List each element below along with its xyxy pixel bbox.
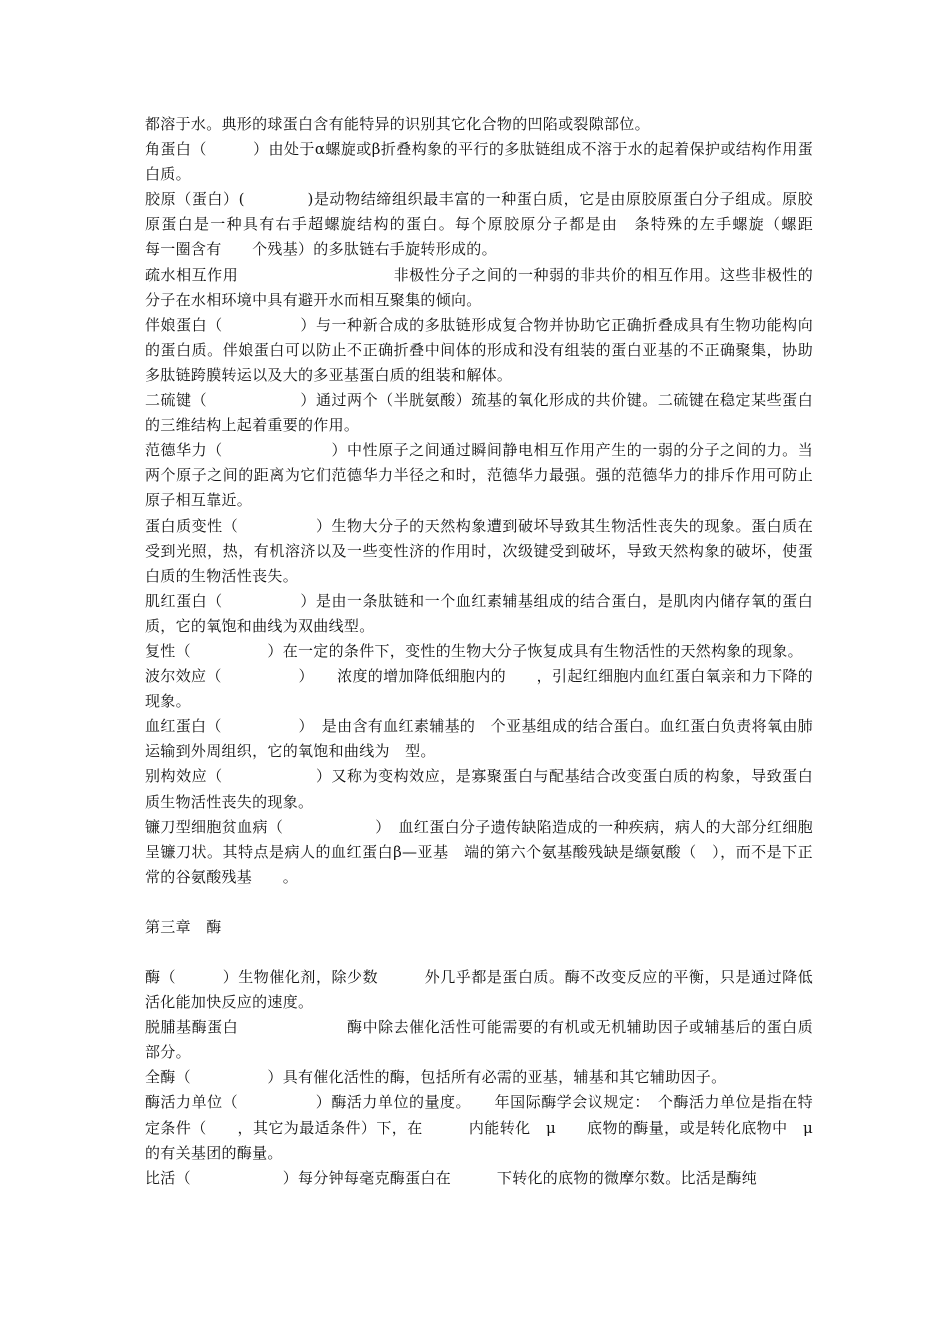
paragraph-hemoglobin: 血红蛋白（ ） 是由含有血红素辅基的 个亚基组成的结合蛋白。血红蛋白负责将氧由肺运输到外周组织，它的氧饱和曲线为 型。 [145, 717, 813, 761]
paragraph-allosteric-effect: 别构效应（ ）又称为变构效应，是寡聚蛋白与配基结合改变蛋白质的构象，导致蛋白质生物活性丧失的现象。 [145, 767, 813, 811]
paragraph-hydrophobic-interaction: 疏水相互作用 非极性分子之间的一种弱的非共价的相互作用。这些非极性的分子在水相环境中具有避开水而相互聚集的倾向。 [145, 265, 813, 309]
paragraph-globular-protein-tail: 都溶于水。典形的球蛋白含有能特异的识别其它化合物的凹陷或裂隙部位。 [145, 115, 650, 133]
paragraph-apoenzyme: 脱脯基酶蛋白 酶中除去催化活性可能需要的有机或无机辅助因子或辅基后的蛋白质部分。 [145, 1018, 813, 1062]
paragraph-enzyme-activity-unit: 酶活力单位（ ）酶活力单位的量度。 年国际酶学会议规定： 个酶活力单位是指在特定条件（ ，其它为最适条件）下，在 内能转化 μ 底物的酶量，或是转化底物中 μ 的有关基团的酶量。 [145, 1093, 844, 1162]
paragraph-holoenzyme: 全酶（ ）具有催化活性的酶，包括所有必需的亚基，辅基和其它辅助因子。 [145, 1068, 727, 1087]
paragraph-renaturation: 复性（ ）在一定的条件下，变性的生物大分子恢复成具有生物活性的天然构象的现象。 [145, 641, 803, 660]
document-body [145, 112, 859, 1191]
paragraph-myoglobin: 肌红蛋白（ ）是由一条肽链和一个血红素辅基组成的结合蛋白，是肌肉内储存氧的蛋白质，它的氧饱和曲线为双曲线型。 [145, 591, 813, 635]
paragraph-sickle-cell: 镰刀型细胞贫血病（ ） 血红蛋白分子遗传缺陷造成的一种疾病，病人的大部分红细胞呈镰刀状。其特点是病人的血红蛋白β—亚基 端的第六个氨基酸残缺是缬氨酸（ ），而不是下正常的谷氨酸残基 。 [145, 817, 813, 886]
paragraph-chaperone: 伴娘蛋白（ ）与一种新合成的多肽链形成复合物并协助它正确折叠成具有生物功能构向的蛋白质。伴娘蛋白可以防止不正确折叠中间体的形成和没有组装的蛋白亚基的不正确聚集，协助多肽链跨膜转运以及大的多亚基蛋白质的组装和解体。 [145, 315, 813, 384]
paragraph-disulfide-bond: 二硫键（ ）通过两个（半胱氨酸）巯基的氧化形成的共价键。二硫键在稳定某些蛋白的三维结构上起着重要的作用。 [145, 391, 813, 435]
paragraph-enzyme: 酶（ ）生物催化剂，除少数 外几乎都是蛋白质。酶不改变反应的平衡，只是通过降低活化能加快反应的速度。 [145, 968, 813, 1012]
section-spacer [145, 940, 813, 965]
paragraph-collagen: 胶原（蛋白）( )是动物结缔组织最丰富的一种蛋白质，它是由原胶原蛋白分子组成。原胶原蛋白是一种具有右手超螺旋结构的蛋白。每个原胶原分子都是由 条特殊的左手螺旋（螺距 每一圈含有 个残基）的多肽链右手旋转形成的。 [145, 190, 859, 259]
paragraph-denaturation: 蛋白质变性（ ）生物大分子的天然构象遭到破坏导致其生物活性丧失的现象。蛋白质在受到光照，热，有机溶济以及一些变性济的作用时，次级键受到破坏，导致天然构象的破坏，使蛋白质的生物活性丧失。 [145, 516, 813, 585]
paragraph-bohr-effect: 波尔效应（ ） 浓度的增加降低细胞内的 ，引起红细胞内血红蛋白氧亲和力下降的现象。 [145, 667, 813, 711]
paragraph-specific-activity: 比活（ ）每分钟每毫克酶蛋白在 下转化的底物的微摩尔数。比活是酶纯 [145, 1168, 758, 1187]
chapter-title: 第三章 酶 [145, 917, 222, 936]
section-spacer [145, 890, 813, 915]
paragraph-van-der-waals: 范德华力（ ）中性原子之间通过瞬间静电相互作用产生的一弱的分子之间的力。当两个原子之间的距离为它们范德华力半径之和时，范德华力最强。强的范德华力的排斥作用可防止原子相互靠近。 [145, 441, 813, 510]
paragraph-keratin: 角蛋白（ ）由处于α螺旋或β折叠构象的平行的多肽链组成不溶于水的起着保护或结构作用蛋白质。 [145, 140, 813, 184]
